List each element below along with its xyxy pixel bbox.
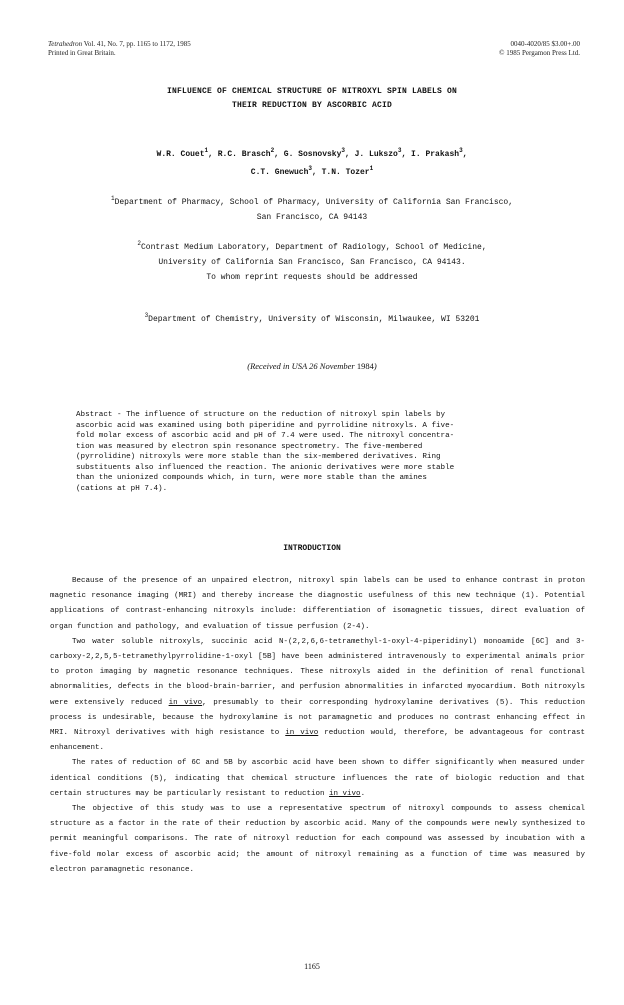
author-1: W.R. Couet xyxy=(156,150,205,159)
intro-paragraph-4: The objective of this study was to use a representative spectrum of nitroxyl compounds to assess chemical structure as a factor in the rate of their reduction by ascorbic acid. Many of the compounds were newly synthesized to permit meaningful comparisons. The rate of nitroxyl reduction for each compound was assessed by incubation with a five-fold molar excess of ascorbic acid; the amount of nitroxyl remaining as a function of time was measured by electron paramagnetic resonance. xyxy=(50,805,585,874)
copyright-note: © 1985 Pergamon Press Ltd. xyxy=(499,49,580,57)
affiliation-1-marker: 1 xyxy=(110,195,115,202)
intro-paragraph-2-part-3: reduction would, therefore, be advantageous for contrast enhancement. xyxy=(50,729,585,753)
in-vivo-emphasis: in vivo xyxy=(329,789,361,798)
affiliation-2-line-2: University of California San Francisco, San Francisco, CA 94143. xyxy=(158,258,466,267)
author-7: T.N. Tozer xyxy=(321,168,370,177)
abstract-text: Abstract - The influence of structure on the reduction of nitroxyl spin labels by ascorbic acid was examined using both piperidine and pyrrolidine nitroxyls. A five- fold molar excess of ascorbic acid and pH of 7.4 were used. The nitroxyl concentra- tion was measured by electron spin resonance spectrometry. The five-membered (pyrrolidine) nitroxyls were more stable than the six-membered derivatives. Ring substituents also influenced the reaction. The anionic derivatives were more stable than the unionized compounds which, in turn, were more stable than the amines (cations at pH 7.4). xyxy=(76,411,455,493)
reprint-note: To whom reprint requests should be addressed xyxy=(206,273,418,282)
intro-paragraph-2-part-1: Two water soluble nitroxyls, succinic acid N-(2,2,6,6-tetramethyl-1-oxyl-4-piperidinyl) monoamide [6C] and 3-carboxy-2,2,5,5-tetramethylpyrrolidine-1-oxyl [5B] have been administered intravenously to experimental animals prior to proton imaging by magnetic resonance techniques. These nitroxyls aided in the definition of renal functional abnormalities, defects in the blood-brain-barrier, and perfusion abnormalities in infarcted myocardium. Both nitroxyls were extensively reduced xyxy=(50,637,585,707)
received-suffix: ) xyxy=(373,361,377,371)
in-vivo-emphasis: in vivo xyxy=(168,698,203,707)
introduction-body xyxy=(50,574,585,878)
author-4-affiliation: 3 xyxy=(397,147,402,154)
journal-header-right xyxy=(499,40,580,58)
intro-paragraph-3 xyxy=(50,756,585,802)
received-year: 1984 xyxy=(356,361,374,371)
author-1-affiliation: 1 xyxy=(204,147,209,154)
author-3-affiliation: 3 xyxy=(341,147,345,154)
author-6: C.T. Gnewuch xyxy=(250,168,309,177)
affiliation-3-marker: 3 xyxy=(144,312,149,319)
in-vivo-emphasis: in vivo xyxy=(285,729,319,738)
affiliation-2-line-1: Contrast Medium Laboratory, Department of Radiology, School of Medicine, xyxy=(140,243,487,252)
author-2-affiliation: 2 xyxy=(270,147,275,154)
affiliation-3-line-1: Department of Chemistry, University of Wisconsin, Milwaukee, WI 53201 xyxy=(148,315,480,324)
intro-paragraph-1: Because of the presence of an unpaired electron, nitroxyl spin labels can be used to enhance contrast in proton magnetic resonance imaging (MRI) and thereby increase the diagnostic usefulness of this new technique (1). Potential applications of contrast-enhancing nitroxyls include: differentiation of isomagnetic tissues, direct evaluation of organ function and pathology, and evaluation of tissue perfusion (2-4). xyxy=(50,577,585,631)
affiliation-2-marker: 2 xyxy=(137,240,141,247)
section-heading-introduction: INTRODUCTION xyxy=(283,544,341,553)
printed-note: Printed in Great Britain. xyxy=(48,49,116,57)
affiliation-2 xyxy=(0,240,624,285)
intro-paragraph-3-part-1: The rates of reduction of 6C and 5B by ascorbic acid have been shown to differ significantly when measured under identical conditions (5), indicating that chemical structure influences the rate of biologic reduction and that certain structures may be particularly resistant to reduction xyxy=(50,759,585,798)
journal-name: Tetrahedron xyxy=(48,40,83,48)
author-5-affiliation: 3 xyxy=(459,147,463,154)
author-3: G. Sosnovsky xyxy=(283,150,342,159)
journal-info: Vol. 41, No. 7, pp. 1165 to 1172, 1985 xyxy=(82,40,191,48)
author-5: I. Prakash xyxy=(411,150,460,159)
author-4: J. Lukszo xyxy=(354,150,398,159)
article-title xyxy=(0,85,624,113)
affiliation-3 xyxy=(0,312,624,327)
intro-paragraph-2 xyxy=(50,635,585,757)
received-prefix: (Received in USA 26 November xyxy=(247,361,357,371)
affiliation-1-line-2: San Francisco, CA 94143 xyxy=(256,213,368,222)
article-code: 0040-4020/85 $3.00+.00 xyxy=(510,40,580,48)
intro-paragraph-3-part-2: . xyxy=(360,789,366,798)
author-7-affiliation: 1 xyxy=(369,165,374,172)
title-line-2: THEIR REDUCTION BY ASCORBIC ACID xyxy=(231,101,393,110)
author-list: W.R. Couet$^1$, R.C. Brasch$^2$, G. Sosnovsky$^3$, J. Lukszo$^3$, I. Prakash$^3$, C.T. Gnewuch$^3$, T.N. Tozer$^1$ xyxy=(156,147,468,177)
author-6-affiliation: 3 xyxy=(308,165,312,172)
affiliation-1-line-1: Department of Pharmacy, School of Pharmacy, University of California San Francisco, xyxy=(114,198,514,207)
title-line-1: INFLUENCE OF CHEMICAL STRUCTURE OF NITROXYL SPIN LABELS ON xyxy=(166,87,458,96)
affiliation-1 xyxy=(0,195,624,225)
received-date xyxy=(0,361,624,371)
page-number: 1165 xyxy=(304,962,320,971)
author-2: R.C. Brasch xyxy=(217,150,271,159)
journal-header-left xyxy=(48,40,191,58)
intro-paragraph-2-part-2: , presumably to their corresponding hydroxylamine derivatives (5). This reduction process is undesirable, because the hydroxylamine is not paramagnetic and produces no contrast enhancing effect in MRI. Nitroxyl derivatives with high resistance to xyxy=(50,698,585,738)
